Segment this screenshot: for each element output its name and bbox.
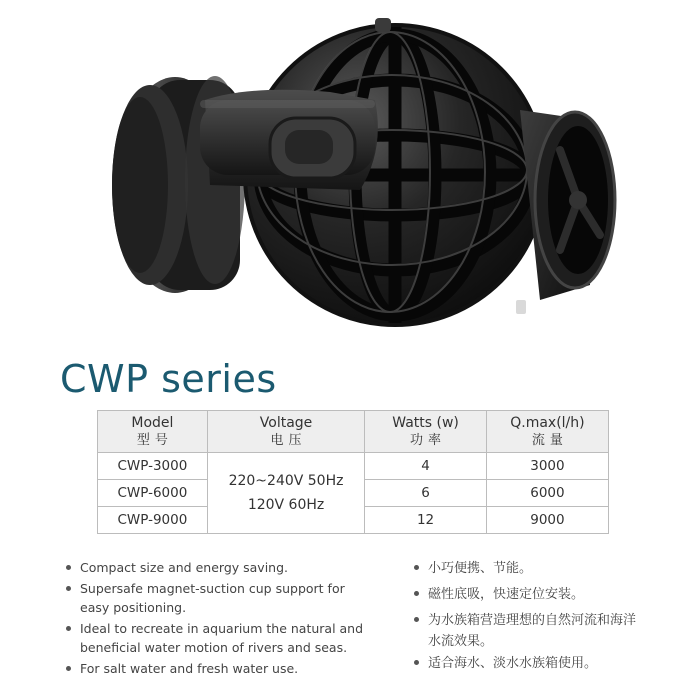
- series-title: CWP series: [60, 357, 277, 401]
- header-watts: [365, 411, 487, 453]
- voltage-line-1: 220~240V 50Hz: [228, 473, 344, 489]
- features-chinese-list: [412, 558, 637, 679]
- header-model-zh: 型号: [136, 432, 173, 448]
- feature-item-zh: 适合海水、淡水水族箱使用。: [412, 653, 637, 674]
- feature-item-zh: 小巧便携、节能。: [412, 558, 637, 579]
- feature-item-en: Supersafe magnet-suction cup support for easy positioning.: [64, 579, 374, 617]
- header-watts-en: Watts (w): [392, 414, 459, 431]
- header-voltage-en: Voltage: [259, 414, 313, 431]
- header-voltage-zh: 电压: [270, 432, 307, 448]
- header-qmax-en: Q.max(l/h): [510, 414, 585, 431]
- feature-item-en: Ideal to recreate in aquarium the natural and beneficial water motion of rivers and seas.: [64, 619, 374, 657]
- feature-item-zh: 为水族箱营造理想的自然河流和海洋水流效果。: [412, 610, 637, 652]
- feature-item-en: For salt water and fresh water use.: [64, 659, 374, 678]
- spec-table-header: [98, 411, 609, 453]
- feature-item-zh: 磁性底吸，快速定位安装。: [412, 584, 637, 605]
- table-row: [98, 453, 609, 480]
- qmax-cell: 9000: [486, 507, 608, 534]
- voltage-cell: [207, 453, 365, 534]
- header-watts-zh: 功率: [410, 432, 447, 448]
- header-qmax-zh: 流量: [531, 432, 568, 448]
- header-voltage: [207, 411, 365, 453]
- watts-cell: 4: [365, 453, 487, 480]
- header-qmax: [486, 411, 608, 453]
- header-model-en: Model: [131, 414, 174, 431]
- qmax-cell: 6000: [486, 480, 608, 507]
- feature-item-en: Compact size and energy saving.: [64, 558, 374, 577]
- features-english-list: [64, 558, 374, 680]
- model-cell: CWP-6000: [98, 480, 208, 507]
- header-model: [98, 411, 208, 453]
- voltage-line-2: 120V 60Hz: [247, 497, 325, 513]
- model-cell: CWP-9000: [98, 507, 208, 534]
- watts-cell: 12: [365, 507, 487, 534]
- spec-table: [97, 410, 609, 534]
- watts-cell: 6: [365, 480, 487, 507]
- model-cell: CWP-3000: [98, 453, 208, 480]
- qmax-cell: 3000: [486, 453, 608, 480]
